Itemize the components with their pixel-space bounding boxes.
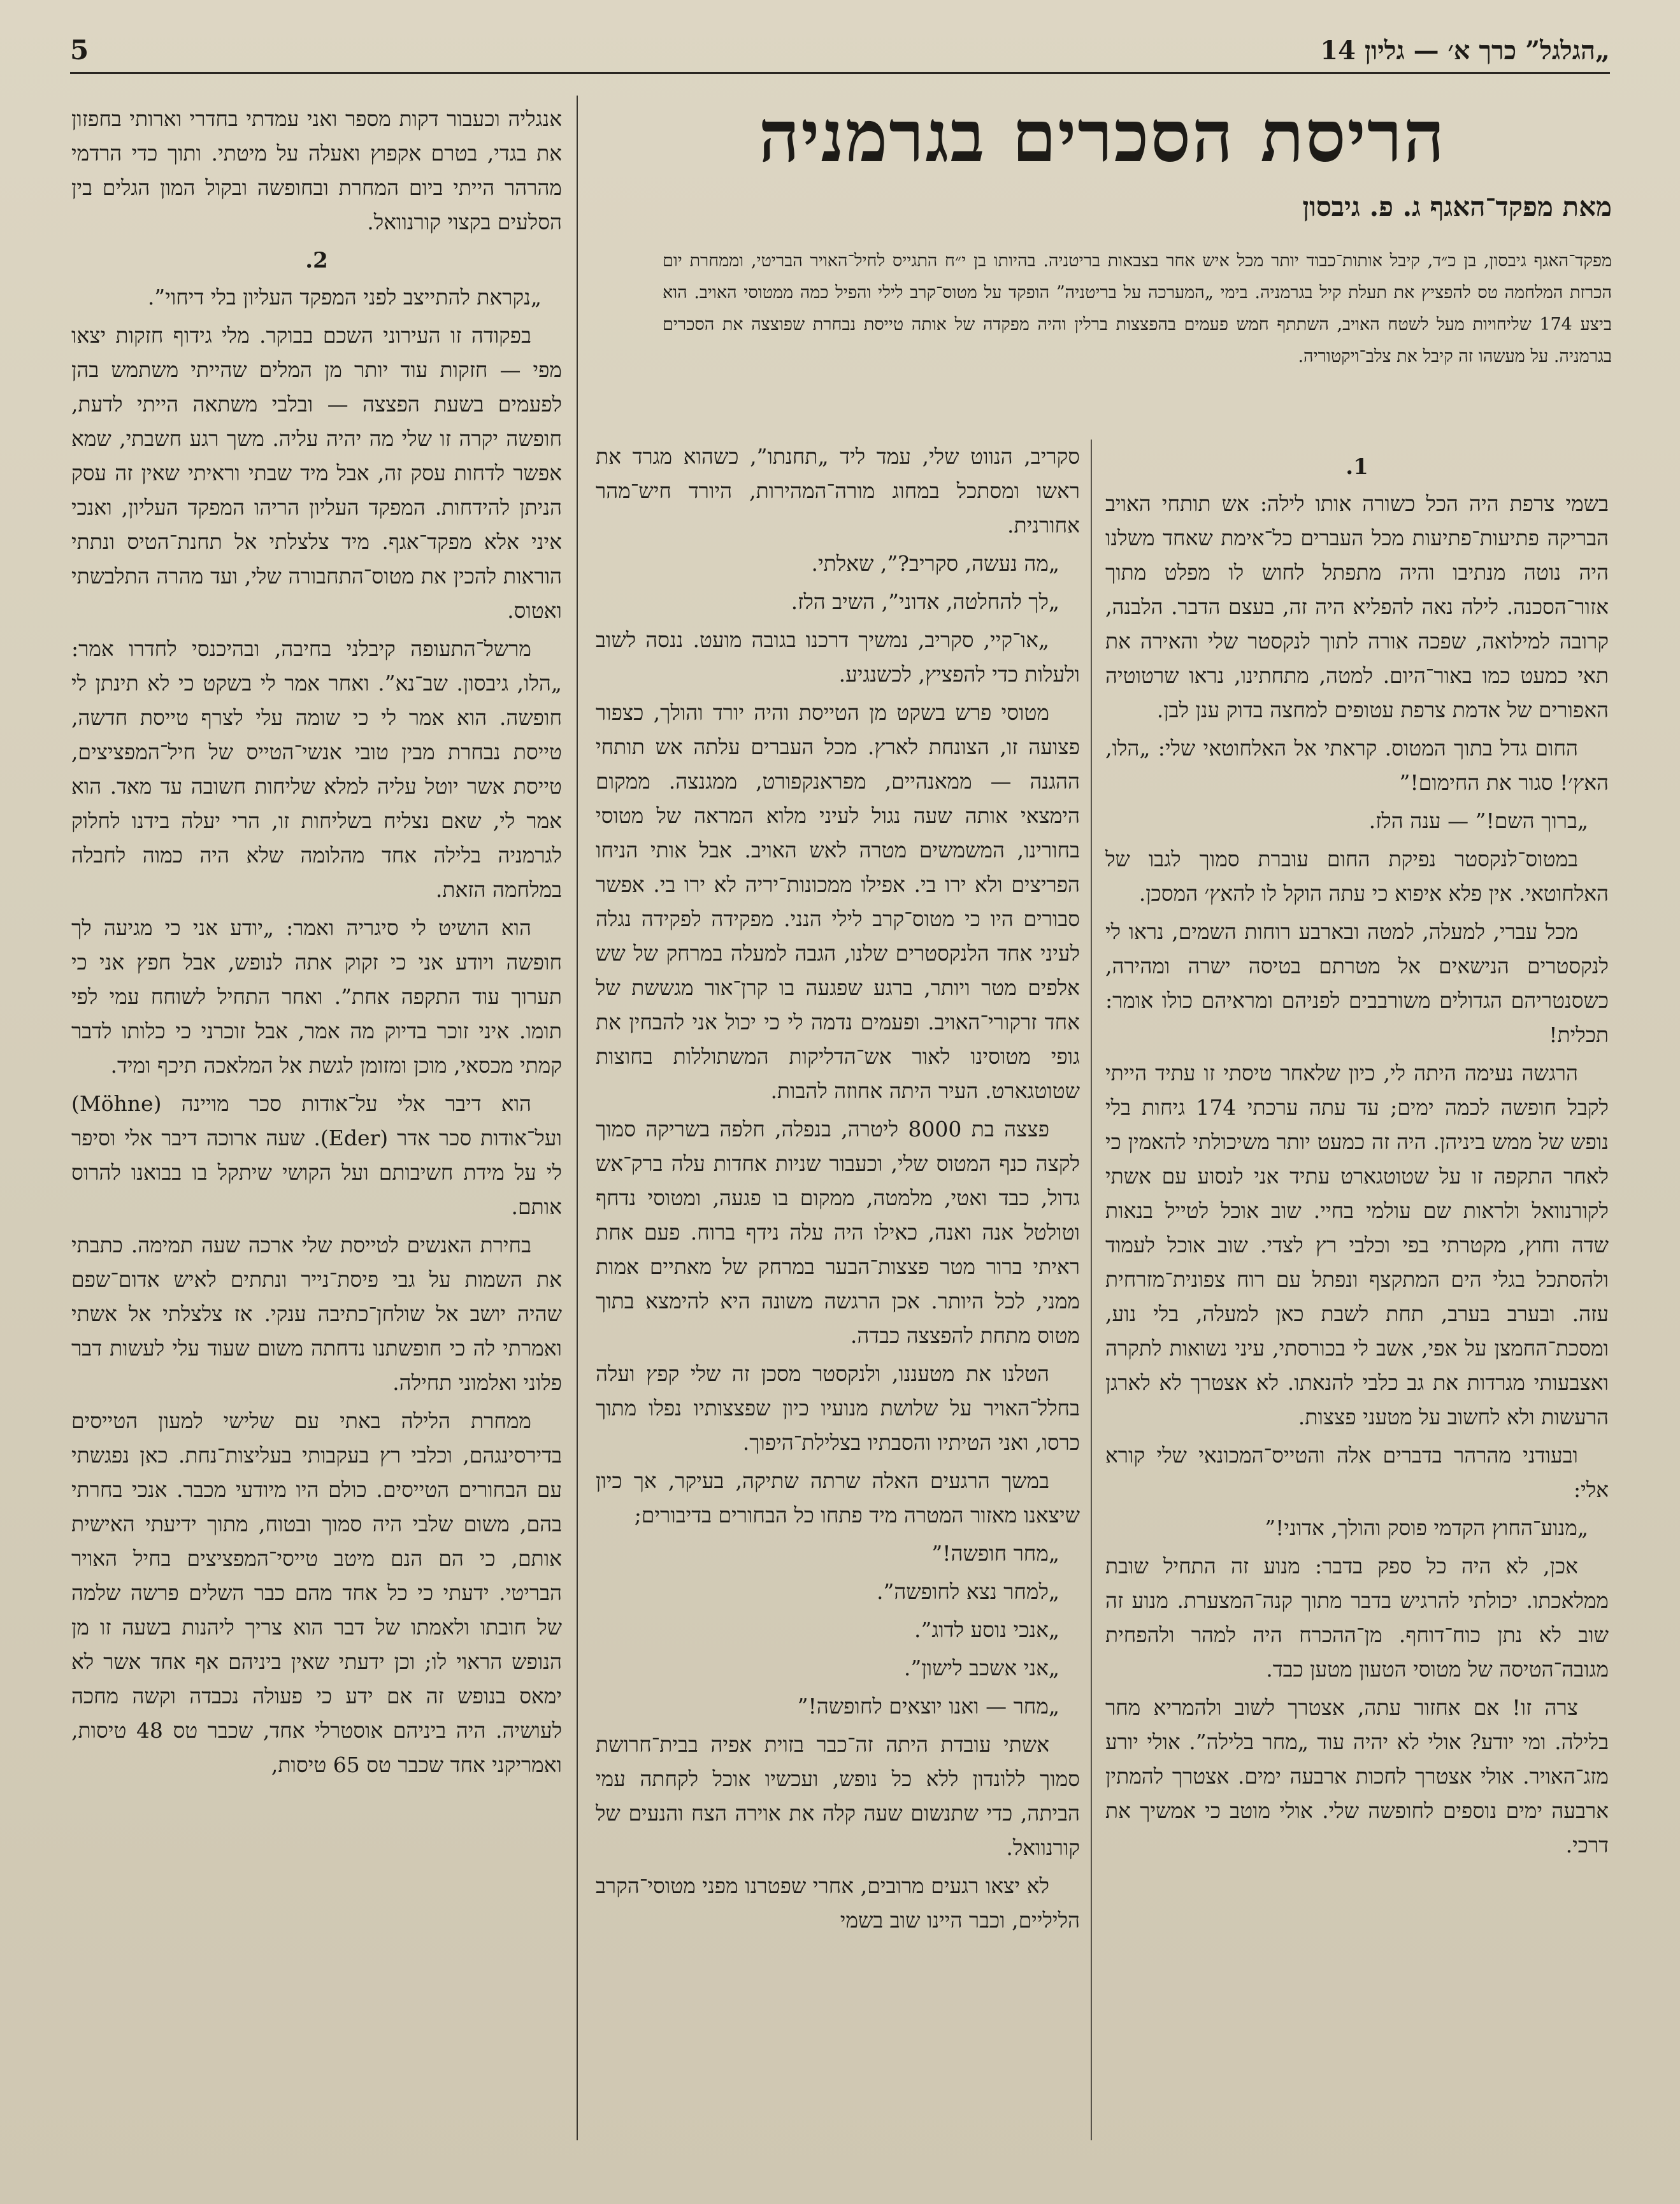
- paragraph: במטוס־לנקסטר נפיקת החום עוברת סמוך לגבו של האלחוטאי. אין פלא איפוא כי עתה הוקל לו להאץ׳ המסכן.: [1105, 847, 1609, 906]
- article-intro: [663, 245, 1612, 373]
- page-header: [70, 24, 1610, 74]
- paragraph: מכל עברי, למעלה, למטה ובארבע רוחות השמים, נראו לי לנקסטרים הנישאים אל מטרתם בטיסה ישרה ומהירה, כשסנטריהם הגדולים משורבבים לפניהם ומראיהם כולו אומר: תכלית!: [1105, 919, 1609, 1047]
- paragraph: ממחרת הלילה באתי עם שלישי למעון הטייסים בדירסינגהם, וכלבי רץ בעקבותי בעליצות־נחת. כאן נפגשתי עם הבחורים הטייסים. כולם היו מיודעי מכבר. אנכי בחרתי בהם, משום שלבי היה סמוך ובטוח, מתוך ידיעתי האישית אותם, כי הם הנם מיטב טייסי־המפציצים בחיל האויר הבריטי. ידעתי כי כל אחד מהם כבר השלים פרשה שלמה של חובתו ולאמתו של דבר הוא צריך ליהנות בשעה זו מן הנופש הראוי לו; וכן ידעתי שאין ביניהם אף אחד אשר לא ימאס בנופש זה אם ידע כי פעולה נכבדה וקשה מחכה לעושיה. היה ביניהם אוסטרלי אחד, שכבר טס 48 טיסות, ואמריקני אחד שכבר טס 65 טיסות,: [71, 1408, 562, 1777]
- paragraph: פצצה בת 8000 ליטרה, בנפלה, חלפה בשריקה סמוך לקצה כנף המטוס שלי, וכעבור שניות אחדות עלה ברק־אש גדול, כבד ואטי, מלמטה, ממקום בו פגעה, ומטוסי נדחף וטולטל אנה ואנה, כאילו היה עלה נידף ברוח. פעם אחת ראיתי ברור מטר פצצות־הבער במרחק של מאתיים אמות ממני, לכל היותר. אכן הרגשה משונה היא להימצא בתוך מטוס מתחת להפצצה כבדה.: [596, 1117, 1080, 1348]
- paragraph: בפקודה זו העירוני השכם בבוקר. מלי גידוף חזקות יצאו מפי — חזקות עוד יותר מן המלים שהייתי משתמש בהן לפעמים בשעת הפצצה — ובלבי משתאה הייתי לדעת, חופשה יקרה זו שלי מה יהיה עליה. משך רגע חשבתי, שמא אפשר לדחות עסק זה, אבל מיד שבתי וראיתי שאין זה עסק הניתן להידחות. המפקד העליון הריהו המפקד העליון, ואנכי איני אלא מפקד־אגף. מיד צלצלתי אל תחנת־הטיס ונתתי הוראות להכין את מטוס־התחבורה שלי, ועד מהרה התלבשתי ואטוס.: [71, 323, 562, 623]
- paragraph: במשך הרגעים האלה שרתה שתיקה, בעיקר, אך כיון שיצאנו מאזור המטרה מיד פתחו כל הבחורים בדיבורים;: [596, 1468, 1080, 1528]
- paragraph: „ברוך השם!” — ענה הלז.: [1368, 808, 1588, 833]
- paragraph: הטלנו את מטעננו, ולנקסטר מסכן זה שלי קפץ ועלה בחלל־האויר על שלושת מנועיו כיון שפצצותיו נפלו מתוך כרסו, ואני הטיתיו והסבתיו בצלילת־היפוך.: [596, 1361, 1080, 1455]
- text-column-middle: [596, 440, 1080, 2153]
- intro-paragraph: מפקד־האגף גיבסון, בן כ״ד, קיבל אותות־כבוד יותר מכל איש אחר בצבאות בריטניה. בהיותו בן י״ח התגייס לחיל־האויר הבריטי, וממחרת יום הכרזת המלחמה טס להפציץ את תעלת קיל בגרמניה. בימי „המערכה על בריטניה” הופקד על מטוס־קרב לילי והפיל כמה ממטוסי האויב. הוא ביצע 174 שליחויות מעל לשטח האויב, השתתף חמש פעמים בהפצצות ברלין והיה מפקדה של אותה טייסת נבחרת שפוצצה את הסכרים בגרמניה. על מעשהו זה קיבל את צלב־ויקטוריה.: [663, 251, 1612, 366]
- page-number: 5: [70, 34, 89, 66]
- section-number: 1.: [1346, 454, 1368, 480]
- paragraph: מרשל־התעופה קיבלני בחיבה, ובהיכנסי לחדרו אמר: „הלו, גיבסון. שב־נא”. ואחר אמר לי בשקט כי לא תינתן לי חופשה. הוא אמר לי כי שומה עלי לצרף טייסת חדשה, טייסת נבחרת מבין טובי אנשי־הטייס של חיל־המפציצים, טייסת אשר יוטל עליה למלא שליחות חשובה עד מאד. הוא אמר לי, שאם נצליח בשליחות זו, הרי יעלה בידנו לחלוק לגרמניה בלילה אחד מהלומה שלא היה כמוה לחבלה במלחמה הזאת.: [71, 636, 562, 902]
- paragraph: „מחר חופשה!”: [931, 1541, 1059, 1566]
- paragraph: אשתי עובדת היתה זה־כבר בזוית אפיה בבית־חרושת סמוך ללונדון ללא כל נופש, ועכשיו אוכל לקחתה עמי הביתה, כדי שתנשום שעה קלה את אוירה הצח והנעים של קורנוואל.: [596, 1732, 1080, 1860]
- paragraph: ובעודני מהרהר בדברים אלה והטייס־המכונאי שלי קורא אלי:: [1105, 1443, 1609, 1502]
- paragraph: הוא דיבר אלי על־אודות סכר מויינה (Möhne) ועל־אודות סכר אדר (Eder). שעה ארוכה דיבר אלי וסיפר לי על מידת חשיבותם ועל הקושי שיתקל בו בבואנו להרוס אותם.: [71, 1091, 562, 1219]
- text-column-right: [1105, 446, 1609, 2147]
- paragraph: החום גדל בתוך המטוס. קראתי אל האלחוטאי שלי: „הלו, האץ׳! סגור את החימום!”: [1105, 736, 1609, 795]
- section-number: 2.: [305, 248, 328, 273]
- column-divider: [1091, 440, 1092, 2140]
- article-title: הריסת הסכרים בגרמניה: [758, 95, 1446, 178]
- column-divider: [577, 96, 578, 2140]
- running-title: „הגלגל” כרך א׳ — גליון 14: [1320, 36, 1610, 66]
- paragraph: „או־קיי, סקריב, נמשיך דרכנו בגובה מועט. ננסה לשוב ולעלות כדי להפציץ, לכשנגיע.: [596, 627, 1080, 687]
- paragraph: אכן, לא היה כל ספק בדבר: מנוע זה התחיל שובת ממלאכתו. יכולתי להרגיש בדבר מתוך קנה־המצערת. מנוע זה שוב לא נתן כוח־דוחף. מן־ההכרח היה למהר ולהפחית מגובה־הטיסה של מטוסי הטעון מטען כבד.: [1105, 1554, 1609, 1682]
- text-column-left: [71, 102, 562, 2140]
- paragraph: בשמי צרפת היה הכל כשורה אותו לילה: אש תותחי האויב הבריקה פתיעות־פתיעות מכל העברים כל־אימת שאחד משלנו היה נוטה מנתיבו והיה מתפתל לחוש לו מפלט מתוך אזור־הסכנה. לילה נאה להפליא היה זה, בעצם הדבר. הלבנה, קרובה למילואה, שפכה אורה לתוך לנקסטר שלי והאירה את תאי כמעט כמו באור־היום. למטה, מתחתינו, נראו שרטוטיה האפורים של אדמת צרפת עטופים למחצה בדוק ענן לבן.: [1105, 491, 1609, 722]
- paragraph: „למחר נצא לחופשה”.: [876, 1579, 1059, 1604]
- paragraph: צרה זו! אם אחזור עתה, אצטרך לשוב ולהמריא מחר בלילה. ומי יודע? אולי לא יהיה עוד „מחר בלילה”. אולי יורע מזג־האויר. אולי אצטרך לחכות ארבעה ימים. אצטרך להמתין ארבעה ימים נוספים לחופשה שלי. אולי מוטב כי אמשיך את דרכי.: [1105, 1695, 1609, 1857]
- paragraph: מטוסי פרש בשקט מן הטייסת והיה יורד והולך, כצפור פצועה זו, הצונחת לארץ. מכל העברים עלתה אש תותחי ההגנה — ממאנהיים, מפראנקפורט, ממגנצה. ממקום הימצאי אותה שעה נגול לעיני מלוא המראה של מטוסי בחורינו, המשמשים מטרה לאש האויב. אבל אותי הניחו הפריצים ולא ירו בי. אפילו ממכונות־יריה לא ירו בי. אפשר סבורים היו כי מטוס־קרב לילי הנני. מפקידה לפקידה נגלה לעיני אחד הלנקסטרים שלנו, הגבה למעלה במרחק של שש אלפים מטר ויותר, ברגע שפגעה בו קרן־אור מגששת של אחד זרקורי־האויב. ופעמים נדמה לי כי יכול אני להבחין את גופי מטוסינו לאור אש־הדליקות המשתוללות בחוצות שטוטגארט. העיר היתה אחוזה להבות.: [596, 700, 1080, 1103]
- paragraph: „מה נעשה, סקריב?”, שאלתי.: [811, 551, 1059, 576]
- paragraph: סקריב, הנווט שלי, עמד ליד „תחנתו”, כשהוא מגרד את ראשו ומסתכל במחוג מורה־המהירות, היורד חיש־מהר אחורנית.: [596, 444, 1080, 538]
- paragraph: אנגליה וכעבור דקות מספר ואני עמדתי בחדרי וארותי בחפזון את בגדי, בטרם אקפוץ ואעלה על מיטתי. ותוך כדי הרדמי מהרהר הייתי ביום המחרת ובחופשה ובקול המון הגלים בין הסלעים בקצוי קורנוואל.: [71, 106, 562, 234]
- paragraph: „נקראת להתייצב לפני המפקד העליון בלי דיחוי”.: [147, 285, 542, 310]
- paragraph: „מחר — ואנו יוצאים לחופשה!”: [797, 1694, 1059, 1719]
- paragraph: הרגשה נעימה היתה לי, כיון שלאחר טיסתי זו עתיד הייתי לקבל חופשה לכמה ימים; עד עתה ערכתי 174 גיחות בלי נופש של ממש ביניהן. היה זה כמעט יותר משיכולתי להאמין כי לאחר התקפה זו על שטוטגארט עתיד אני לנסוע עם אשתי לקורנוואל ולראות שם עולמי בחיי. שוב אוכל לטייל בנאות שדה וחוץ, מקטרתי בפי וכלבי רץ לצדי. שוב אוכל לעמוד ולהסתכל בגלי הים המתקצף ונפתל עם רוח צפונית־מזרחית עזה. ובערב בערב, תחת לשבת כאן למעלה, בלי נוע, ומסכת־החמצן על אפי, אשב לי בכורסתי, עיני נשואות לתקרה ואצבעותי מגרדות את גב כלבי להנאתו. לא אצטרך לא לארגן הרעשות ולא לחשוב על מטעני פצצות.: [1105, 1061, 1609, 1429]
- paragraph: „לך להחלטה, אדוני”, השיב הלז.: [791, 589, 1059, 614]
- paragraph: „מנוע־החוץ הקדמי פוסק והולך, אדוני!”: [1265, 1515, 1588, 1540]
- paragraph: הוא הושיט לי סיגריה ואמר: „יודע אני כי מגיעה לך חופשה ויודע אני כי זקוק אתה לנופש, אבל חפץ אני כי תערוך עוד התקפה אחת”. ואחר התחיל לשוחח עמי לפי תומו. איני זוכר בדיוק מה אמר, אבל זוכרני כי כלותו לדבר קמתי מכסאי, מוכן ומזומן לגשת אל המלאכה תיכף ומיד.: [71, 915, 562, 1078]
- paragraph: בחירת האנשים לטייסת שלי ארכה שעה תמימה. כתבתי את השמות על גבי פיסת־נייר ונתתים לאיש אדום־שפם שהיה יושב אל שולחן־כתיבה ענקי. אז צלצלתי אל אשתי ואמרתי לה כי חופשתנו נדחתה משום שעוד עלי לעשות דבר פלוני ואלמוני תחילה.: [71, 1233, 562, 1395]
- paragraph: „אנכי נוסע לדוג”.: [914, 1617, 1059, 1642]
- article-byline: מאת מפקד־האגף ג. פ. גיבסון: [1302, 191, 1612, 222]
- paragraph: לא יצאו רגעים מרובים, אחרי שפטרנו מפני מטוסי־הקרב הליליים, וכבר היינו שוב בשמי: [596, 1873, 1080, 1933]
- paragraph: „אני אשכב לישון”.: [903, 1656, 1059, 1680]
